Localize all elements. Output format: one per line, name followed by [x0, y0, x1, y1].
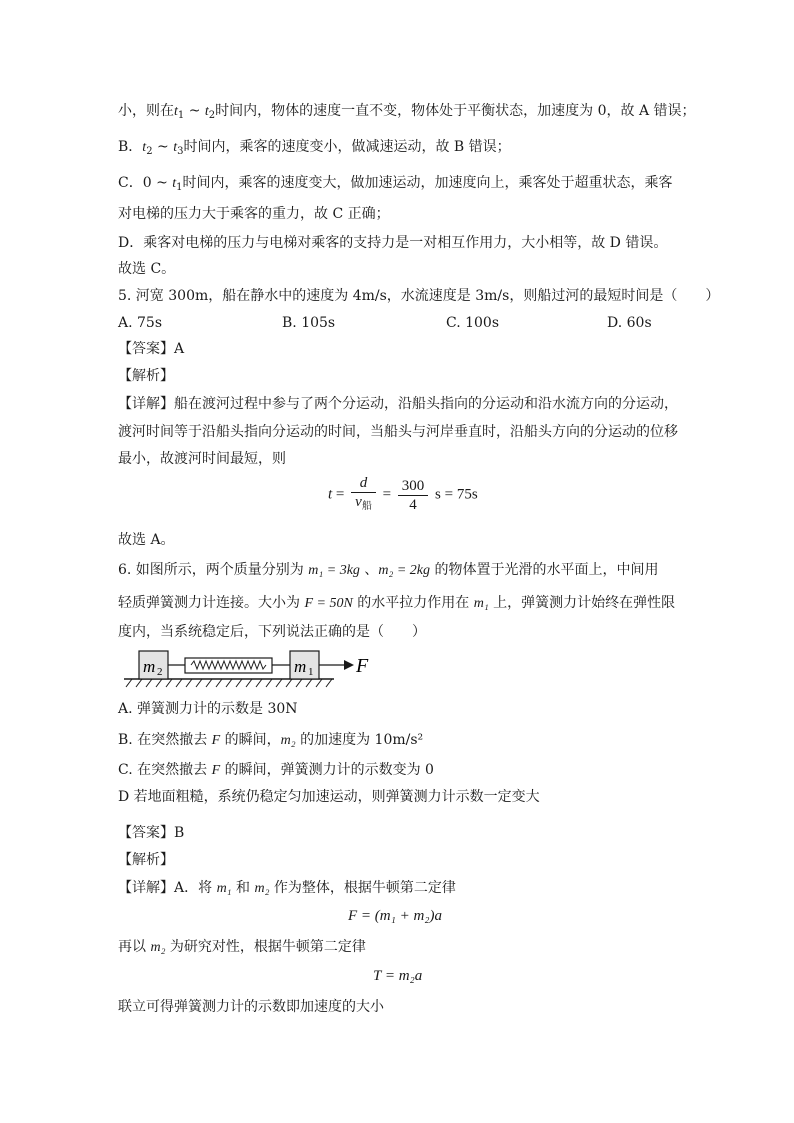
text-segment: 的加速度为 10m/s²: [295, 732, 424, 748]
math-expression: m₂ = 2kg: [378, 563, 430, 578]
math-subscript: 1: [177, 110, 185, 121]
question-5-option-c: C. 100s: [446, 315, 500, 331]
question-5-detail: 渡河时间等于沿船头指向分运动的时间，当船头与河岸垂直时，沿船头方向的分运动的位移: [118, 424, 678, 440]
fraction-numerator: 300: [401, 477, 425, 494]
math-subscript: 3: [177, 146, 184, 157]
text-segment: 【详解】A．将: [118, 880, 217, 896]
formula-result: s = 75s: [435, 486, 478, 503]
fraction-numerator: d: [359, 475, 368, 491]
math-expression: F = 50N: [304, 596, 353, 611]
question-6-option-c: [118, 760, 434, 781]
math-subscript: 2: [208, 110, 216, 121]
math-operator: =: [382, 486, 392, 503]
question-5-option-b: B. 105s: [282, 315, 336, 331]
math-fraction: [351, 474, 376, 516]
question-6-option-d: D 若地面粗糙，系统仍稳定匀加速运动，则弹簧测力计示数一定变大: [118, 789, 540, 805]
text-segment: 作为整体，根据牛顿第二定律: [269, 880, 456, 896]
question-5-conclusion: 故选 A。: [118, 532, 175, 548]
text-line: [118, 137, 511, 162]
math-symbol: m₂: [280, 733, 296, 748]
arrow-head-icon: [344, 660, 354, 670]
question-6-stem: [118, 593, 675, 614]
block-m2-subscript: 2: [157, 666, 163, 678]
math-symbol: 0: [142, 175, 152, 191]
text-segment: 的物体置于光滑的水平面上，中间用: [430, 562, 659, 578]
text-line: 对电梯的压力大于乘客的重力，故 C 正确；: [118, 206, 390, 222]
force-label: F: [356, 655, 369, 677]
fraction-denominator: 4: [398, 495, 429, 514]
math-symbol: t: [172, 176, 177, 191]
math-expression: m₁ = 3kg: [308, 563, 360, 578]
text-segment: B. 在突然撤去: [118, 732, 212, 748]
question-6-answer: 【答案】B: [118, 825, 185, 841]
math-subscript: 船: [361, 501, 372, 512]
text-segment: 时间内，乘客的速度变小，做减速运动，故 B 错误；: [183, 139, 511, 155]
question-5-detail: 【详解】船在渡河过程中参与了两个分运动，沿船头指向的分运动和沿水流方向的分运动，: [118, 396, 678, 412]
math-symbol: t: [142, 140, 147, 155]
question-5-answer: 【答案】A: [118, 341, 185, 357]
question-6-option-a: A. 弹簧测力计的示数是 30N: [118, 701, 298, 717]
math-fraction: [398, 477, 429, 514]
text-line: 故选 C。: [118, 261, 176, 277]
math-operator: ~: [151, 175, 173, 191]
math-symbol: t: [328, 486, 333, 503]
question-6-equation-1: F = (m₁ + m₂)a: [348, 908, 442, 924]
text-line: [118, 173, 673, 198]
question-6-stem: [118, 560, 658, 581]
text-segment: C. 在突然撤去: [118, 762, 212, 778]
math-symbol: m₁: [473, 596, 489, 611]
question-5-analysis-title: 【解析】: [118, 368, 174, 384]
option-label: B．: [118, 139, 143, 155]
fraction-denominator: [351, 492, 376, 516]
math-operator: ~: [152, 139, 174, 155]
text-line: [118, 101, 696, 126]
text-segment: 6. 如图所示，两个质量分别为: [118, 562, 309, 578]
question-6-detail: [118, 878, 456, 899]
question-6-detail: [118, 937, 366, 958]
text-segment: 的瞬间，: [220, 732, 281, 748]
block-m1-subscript: 1: [308, 666, 314, 678]
math-operator: ~: [184, 103, 205, 119]
question-6-equation-2: T = m₂a: [373, 968, 423, 984]
text-segment: 再以: [118, 939, 151, 955]
question-5-formula: [328, 474, 478, 516]
spring-scale-diagram: [118, 648, 378, 690]
text-segment: 的水平拉力作用在: [352, 595, 474, 611]
text-segment: 上，弹簧测力计始终在弹性限: [488, 595, 676, 611]
math-symbol: t: [173, 140, 178, 155]
text-segment: 时间内，乘客的速度变大，做加速运动，加速度向上，乘客处于超重状态，乘客: [182, 175, 673, 191]
text-line: D．乘客对电梯的压力与电梯对乘客的支持力是一对相互作用力，大小相等，故 D 错误。: [118, 235, 668, 251]
option-label: C．: [118, 175, 143, 191]
math-symbol: t: [204, 104, 209, 119]
question-6-stem: 度内，当系统稳定后，下列说法正确的是（ ）: [118, 624, 426, 640]
question-5-option-d: D. 60s: [607, 315, 652, 331]
text-segment: 和: [231, 880, 255, 896]
ground-hatch: [126, 679, 332, 687]
math-symbol: m₁: [216, 881, 232, 896]
text-segment: 的瞬间，弹簧测力计的示数变为 0: [220, 762, 434, 778]
text-segment: 时间内，物体的速度一直不变，物体处于平衡状态，加速度为 0，故 A 错误；: [215, 103, 696, 119]
text-segment: 轻质弹簧测力计连接。大小为: [118, 595, 305, 611]
question-6-option-b: [118, 730, 423, 751]
math-subscript: 1: [176, 182, 183, 193]
math-symbol: F: [211, 763, 221, 778]
question-6-detail: 联立可得弹簧测力计的示数即加速度的大小: [118, 999, 384, 1015]
text-segment: 为研究对性，根据牛顿第二定律: [165, 939, 366, 955]
math-operator: =: [335, 486, 345, 503]
math-symbol: m₂: [150, 940, 166, 955]
math-symbol: t: [174, 104, 178, 119]
question-5-option-a: A. 75s: [118, 315, 163, 331]
text-segment: 小，则在: [118, 103, 174, 119]
question-5-stem: 5. 河宽 300m，船在静水中的速度为 4m/s，水流速度是 3m/s，则船过河的最短时间是（ ）: [118, 288, 720, 304]
math-symbol: F: [211, 733, 221, 748]
math-symbol: v: [355, 494, 362, 510]
math-symbol: m₂: [254, 881, 270, 896]
block-m2-label: m: [143, 657, 156, 676]
math-subscript: 2: [146, 146, 153, 157]
block-m1-label: m: [294, 657, 307, 676]
text-segment: 、: [359, 562, 379, 578]
question-6-analysis-title: 【解析】: [118, 852, 174, 868]
question-5-detail: 最小，故渡河时间最短，则: [118, 451, 286, 467]
